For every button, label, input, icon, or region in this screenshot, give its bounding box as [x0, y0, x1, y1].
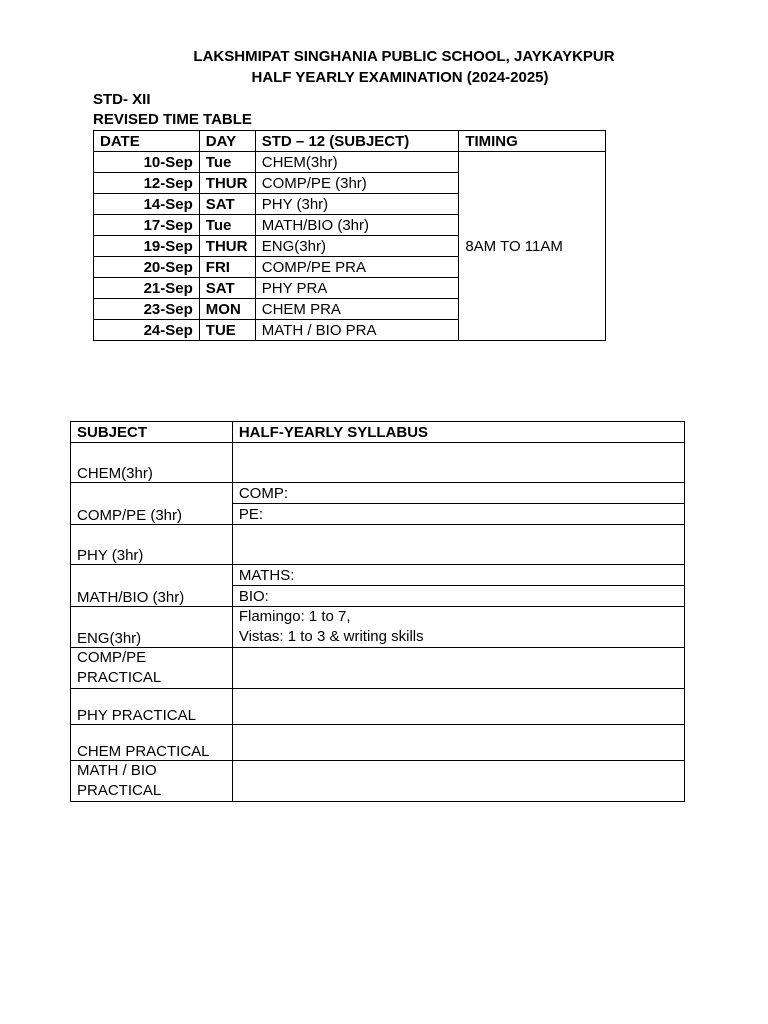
subject-line: PRACTICAL: [77, 782, 162, 799]
exam-title: HALF YEARLY EXAMINATION (2024-2025): [251, 69, 549, 86]
date-cell: 19-Sep: [94, 236, 200, 257]
table-row: [71, 443, 685, 483]
table-row: [94, 152, 606, 173]
school-title: LAKSHMIPAT SINGHANIA PUBLIC SCHOOL, JAYKAYKPUR: [193, 48, 615, 65]
subject-cell: ENG(3hr): [71, 607, 233, 648]
table-row: [71, 525, 685, 565]
syllabus-cell: [232, 443, 684, 483]
date-cell: 23-Sep: [94, 299, 200, 320]
subject-cell: [71, 648, 233, 689]
syllabus-cell: [232, 761, 684, 802]
subject-cell: COMP/PE (3hr): [255, 173, 459, 194]
syllabus-cell: MATHS:: [232, 565, 684, 586]
syllabus-cell: [232, 607, 684, 648]
subject-line: MATH / BIO: [77, 762, 157, 779]
day-cell: FRI: [199, 257, 255, 278]
date-cell: 24-Sep: [94, 320, 200, 341]
syllabus-cell: [232, 648, 684, 689]
date-cell: 10-Sep: [94, 152, 200, 173]
date-cell: 17-Sep: [94, 215, 200, 236]
date-cell: 20-Sep: [94, 257, 200, 278]
std-label: STD- XII: [93, 91, 151, 108]
subject-cell: CHEM PRACTICAL: [71, 725, 233, 761]
syllabus-cell: BIO:: [232, 586, 684, 607]
day-cell: Tue: [199, 215, 255, 236]
date-cell: 14-Sep: [94, 194, 200, 215]
syllabus-header-row: [71, 422, 685, 443]
syllabus-line: Flamingo: 1 to 7,: [238, 608, 351, 625]
subject-cell: CHEM(3hr): [255, 152, 459, 173]
table-row: [71, 725, 685, 761]
subject-cell: COMP/PE PRA: [255, 257, 459, 278]
syllabus-line: Vistas: 1 to 3 & writing skills: [238, 628, 424, 645]
table-row: [71, 761, 685, 802]
table-row: [71, 607, 685, 648]
table-row: [71, 648, 685, 689]
header-subject: SUBJECT: [71, 422, 233, 443]
header-timing: TIMING: [459, 131, 606, 152]
subject-cell: ENG(3hr): [255, 236, 459, 257]
day-cell: SAT: [199, 194, 255, 215]
subject-cell: MATH/BIO (3hr): [255, 215, 459, 236]
header-subject: STD – 12 (SUBJECT): [255, 131, 459, 152]
subject-cell: COMP/PE (3hr): [71, 483, 233, 525]
subject-cell: CHEM(3hr): [71, 443, 233, 483]
day-cell: THUR: [199, 236, 255, 257]
subject-cell: MATH/BIO (3hr): [71, 565, 233, 607]
day-cell: Tue: [199, 152, 255, 173]
timetable: [93, 130, 606, 341]
header-day: DAY: [199, 131, 255, 152]
table-row: [71, 483, 685, 504]
subject-cell: PHY (3hr): [71, 525, 233, 565]
table-row: [71, 689, 685, 725]
subject-cell: PHY PRA: [255, 278, 459, 299]
date-cell: 12-Sep: [94, 173, 200, 194]
day-cell: THUR: [199, 173, 255, 194]
timing-cell: 8AM TO 11AM: [459, 152, 606, 341]
date-cell: 21-Sep: [94, 278, 200, 299]
subject-line: PRACTICAL: [77, 669, 162, 686]
syllabus-cell: PE:: [232, 504, 684, 525]
syllabus-cell: [232, 525, 684, 565]
syllabus-table: [70, 421, 685, 802]
header-date: DATE: [94, 131, 200, 152]
subject-cell: PHY (3hr): [255, 194, 459, 215]
day-cell: MON: [199, 299, 255, 320]
syllabus-cell: COMP:: [232, 483, 684, 504]
syllabus-cell: [232, 689, 684, 725]
subject-cell: [71, 761, 233, 802]
header-syllabus: HALF-YEARLY SYLLABUS: [232, 422, 684, 443]
subject-line: COMP/PE: [77, 649, 147, 666]
day-cell: SAT: [199, 278, 255, 299]
syllabus-cell: [232, 725, 684, 761]
timetable-header-row: [94, 131, 606, 152]
subject-cell: MATH / BIO PRA: [255, 320, 459, 341]
timetable-title: REVISED TIME TABLE: [93, 111, 252, 128]
table-row: [71, 565, 685, 586]
day-cell: TUE: [199, 320, 255, 341]
subject-cell: CHEM PRA: [255, 299, 459, 320]
subject-cell: PHY PRACTICAL: [71, 689, 233, 725]
